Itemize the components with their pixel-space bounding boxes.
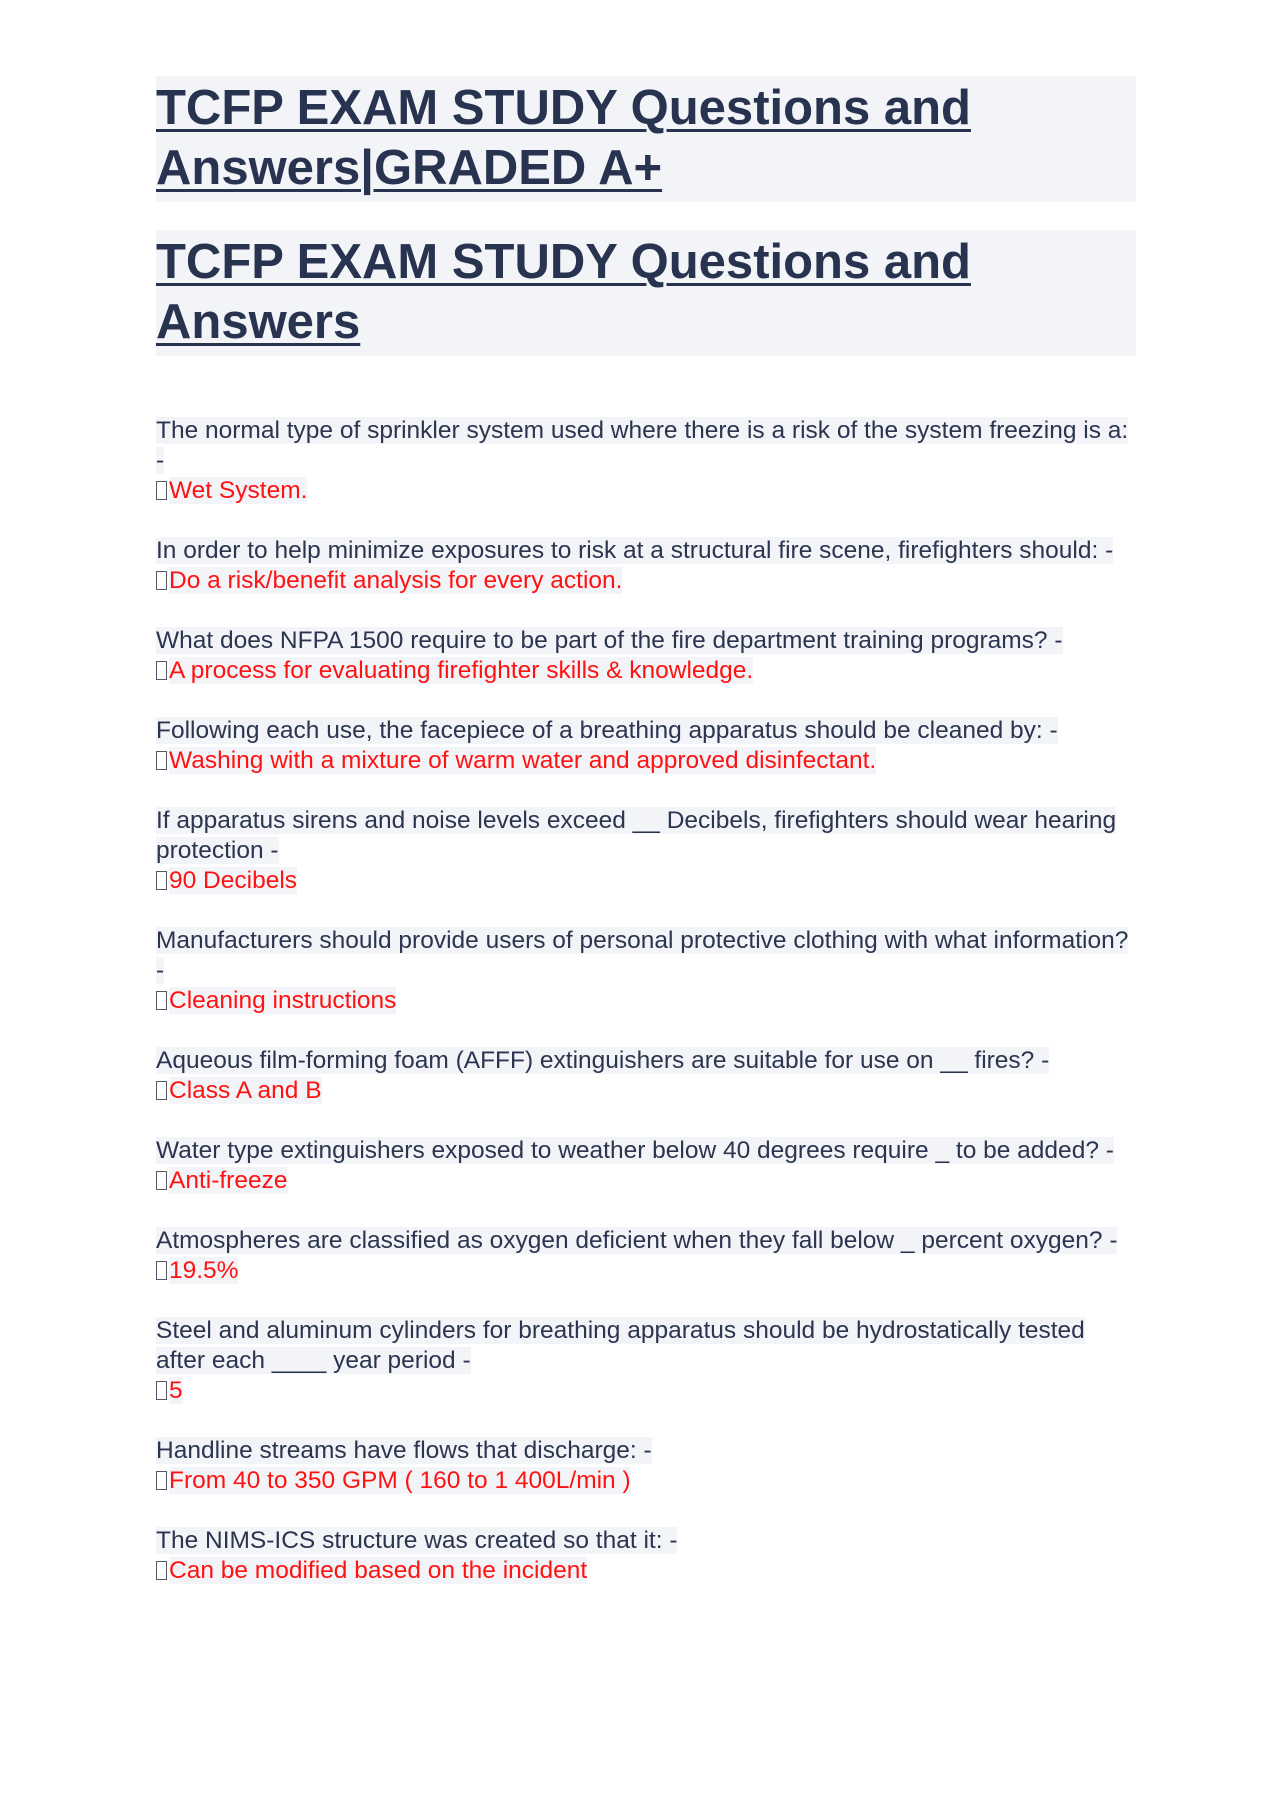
- question-text: Aqueous film-forming foam (AFFF) extinguishers are suitable for use on __ fires? -: [156, 1047, 1050, 1074]
- document-subtitle: [156, 230, 1136, 356]
- checkbox-icon: [156, 1561, 167, 1580]
- document-subtitle-line-2: Answers: [156, 295, 361, 349]
- checkbox-icon: [156, 481, 167, 500]
- answer-text: Can be modified based on the incident: [156, 1556, 1136, 1586]
- answer-text: Do a risk/benefit analysis for every action.: [156, 566, 1136, 596]
- question-text: Following each use, the facepiece of a breathing apparatus should be cleaned by: -: [156, 717, 1058, 744]
- checkbox-icon: [156, 661, 167, 680]
- question-text: If apparatus sirens and noise levels exceed __ Decibels, firefighters should wear hearing protection -: [156, 807, 1117, 864]
- answer-text: A process for evaluating firefighter skills & knowledge.: [156, 656, 1136, 686]
- qa-item: [156, 1046, 1136, 1106]
- answer-text: Wet System.: [156, 476, 1136, 506]
- question-text: Atmospheres are classified as oxygen deficient when they fall below _ percent oxygen? -: [156, 1227, 1118, 1254]
- question-text: Manufacturers should provide users of personal protective clothing with what information? -: [156, 927, 1129, 984]
- checkbox-icon: [156, 1081, 167, 1100]
- qa-item: [156, 1436, 1136, 1496]
- answer-text: Washing with a mixture of warm water and approved disinfectant.: [156, 746, 1136, 776]
- document-title: [156, 76, 1136, 202]
- question-text: Water type extinguishers exposed to weather below 40 degrees require _ to be added? -: [156, 1137, 1114, 1164]
- qa-item: [156, 1136, 1136, 1196]
- qa-item: [156, 1226, 1136, 1286]
- question-text: Handline streams have flows that discharge: -: [156, 1437, 652, 1464]
- checkbox-icon: [156, 751, 167, 770]
- checkbox-icon: [156, 1381, 167, 1400]
- qa-item: [156, 626, 1136, 686]
- question-text: What does NFPA 1500 require to be part of the fire department training programs? -: [156, 627, 1063, 654]
- answer-text: From 40 to 350 GPM ( 160 to 1 400L/min ): [156, 1466, 1136, 1496]
- qa-item: [156, 806, 1136, 896]
- qa-item: [156, 1316, 1136, 1406]
- answer-text: 19.5%: [156, 1256, 1136, 1286]
- question-text: In order to help minimize exposures to risk at a structural fire scene, firefighters should: -: [156, 537, 1114, 564]
- answer-text: Anti-freeze: [156, 1166, 1136, 1196]
- document-title-line-1: TCFP EXAM STUDY Questions and: [156, 81, 971, 135]
- checkbox-icon: [156, 1171, 167, 1190]
- question-text: Steel and aluminum cylinders for breathing apparatus should be hydrostatically tested after each ____ year period -: [156, 1317, 1085, 1374]
- qa-item: [156, 926, 1136, 1016]
- document-subtitle-line-1: TCFP EXAM STUDY Questions and: [156, 235, 971, 289]
- qa-list: [156, 416, 1136, 1586]
- question-text: The normal type of sprinkler system used where there is a risk of the system freezing is a: -: [156, 417, 1129, 474]
- qa-item: [156, 1526, 1136, 1586]
- document-page: [156, 76, 1136, 1616]
- document-title-line-2: Answers|GRADED A+: [156, 141, 663, 195]
- answer-text: 5: [156, 1376, 1136, 1406]
- answer-text: 90 Decibels: [156, 866, 1136, 896]
- question-text: The NIMS-ICS structure was created so that it: -: [156, 1527, 678, 1554]
- answer-text: Class A and B: [156, 1076, 1136, 1106]
- checkbox-icon: [156, 871, 167, 890]
- checkbox-icon: [156, 1471, 167, 1490]
- qa-item: [156, 536, 1136, 596]
- checkbox-icon: [156, 1261, 167, 1280]
- qa-item: [156, 416, 1136, 506]
- qa-item: [156, 716, 1136, 776]
- answer-text: Cleaning instructions: [156, 986, 1136, 1016]
- checkbox-icon: [156, 991, 167, 1010]
- checkbox-icon: [156, 571, 167, 590]
